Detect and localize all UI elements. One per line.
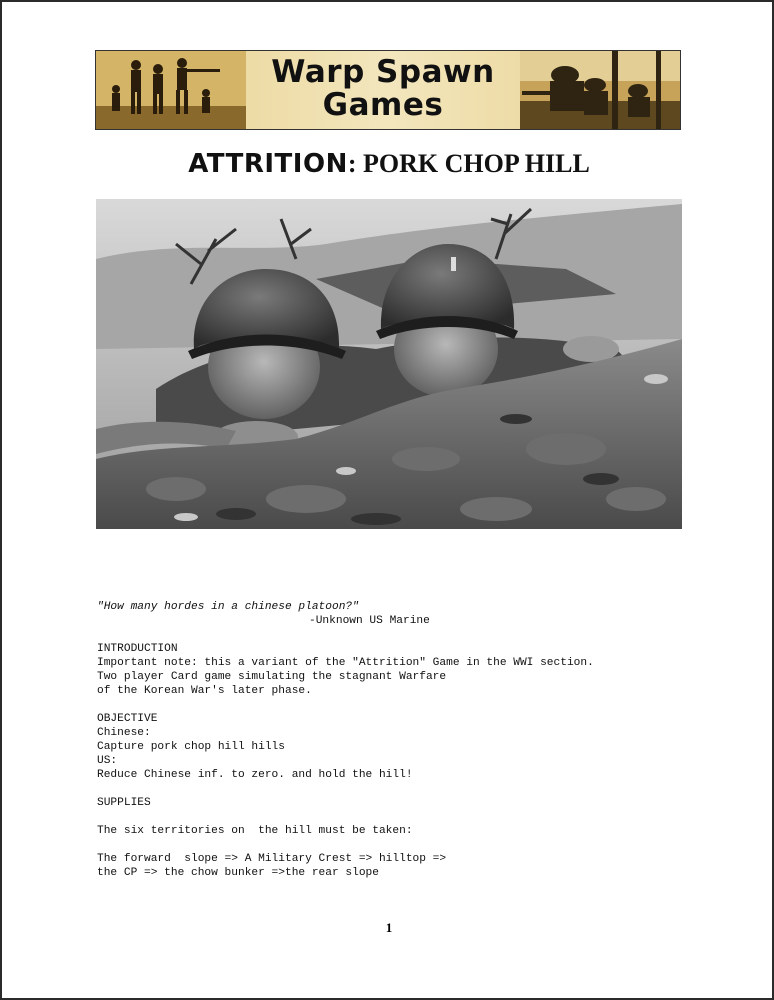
rules-text	[97, 600, 697, 880]
title-game-name: ATTRITION	[188, 149, 348, 179]
soldiers-photo-illustration	[520, 51, 680, 129]
introduction-line: Two player Card game simulating the stagnant Warfare	[97, 671, 447, 683]
epigraph-quote: "How many hordes in a chinese platoon?"	[97, 601, 359, 613]
section-heading-supplies: SUPPLIES	[97, 797, 151, 809]
document-title	[2, 148, 774, 179]
introduction-line: Important note: this a variant of the "Attrition" Game in the WWI section.	[97, 657, 594, 669]
objective-line: Chinese:	[97, 727, 151, 739]
objective-line: Capture pork chop hill hills	[97, 741, 285, 753]
section-heading-introduction: INTRODUCTION	[97, 643, 178, 655]
title-scenario: : PORK CHOP HILL	[347, 149, 590, 178]
supplies-line: The forward slope => A Military Crest => hilltop =>	[97, 853, 447, 865]
publisher-banner	[95, 50, 681, 130]
introduction-line: of the Korean War's later phase.	[97, 685, 312, 697]
objective-line: US:	[97, 755, 118, 767]
supplies-line: the CP => the chow bunker =>the rear slope	[97, 867, 379, 879]
supplies-line: The six territories on the hill must be taken:	[97, 825, 413, 837]
epigraph-attribution: -Unknown US Marine	[309, 615, 430, 627]
two-soldiers-in-helmets-photo	[96, 199, 682, 529]
marching-soldiers-illustration	[96, 51, 246, 129]
page-number: 1	[385, 920, 393, 935]
publisher-logo-text: Warp Spawn Games	[271, 54, 495, 123]
objective-line: Reduce Chinese inf. to zero. and hold the hill!	[97, 769, 413, 781]
section-heading-objective: OBJECTIVE	[97, 713, 158, 725]
